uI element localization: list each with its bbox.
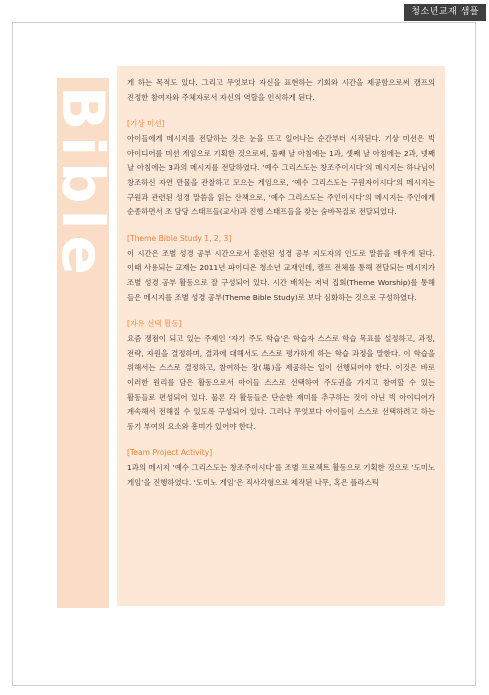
section-body-bible-study: 이 시간은 조별 성경 공부 시간으로서 훈련된 성경 공부 지도자의 인도로 말씀을 배우게 된다. 이때 사용되는 교재는 2011년 파이디온 청소년 교재인데, 캠프 전체를 통해 전달되는 메시지가 조별 성경 공부 활동으로 잘 구성되어 있다. 시간 배치는 저녁 집회(Theme Worship)를 통해 들은 메시지를 조별 성경 공부(Theme Bible Study)로 보다 심화하는 것으로 구성하였다. (127, 248, 435, 302)
section-heading-bible-study: [Theme Bible Study 1, 2, 3] (127, 233, 232, 243)
content-panel (117, 66, 445, 606)
section-body-wakeup-mission: 아이들에게 메시지를 전달하는 것은 눈을 뜨고 일어나는 순간부터 시작된다. 기상 미션은 빅 아이디어를 미션 게임으로 기획한 것으로써, 둘째 날 아침에는 1과, 셋째 날 아침에는 2과, 넷째 날 아침에는 3과의 메시지를 전달하였다. ‘예수 그리스도는 창조주이시다’의 메시지는 하나님이 창조하신 자연 만물을 관찰하고 모으는 게임으로, ‘예수 그리스도는 구원자이시다’의 메시지는 구원과 관련된 성경 말씀을 읽는 산책으로, ‘예수 그리스도는 주인이시다’의 메시지는 주인에게 순종하면서 조 담당 스태프들(교사)과 진행 스태프들을 찾는 숨바꼭질로 전달되었다. (127, 134, 435, 217)
decorative-side-band (49, 78, 117, 608)
intro-paragraph: 게 하는 목적도 있다. 그리고 무엇보다 자신을 표현하는 기회와 시간을 제공함으로써 캠프의 진정한 참여자와 주체자로서 자신의 역할을 인식하게 된다. (127, 78, 435, 102)
section-heading-team-project: [Team Project Activity] (127, 448, 213, 458)
section-heading-free-activity: [자유 선택 활동] (127, 319, 182, 329)
content-text (117, 66, 445, 490)
section-heading-wakeup-mission: [기상 미션] (127, 119, 165, 129)
section-body-free-activity: 요즘 쟁점이 되고 있는 주제인 ‘자기 주도 학습’은 학습자 스스로 학습 목표를 설정하고, 과정, 전략, 자원을 결정하며, 결과에 대해서도 스스로 평가하게 하는 학습 과정을 말한다. 이 학습을 위해서는 스스로 결정하고, 참여하는 장(場)을 제공하는 일이 선행되어야 한다. 이것은 바로 이러한 원리를 담은 활동으로서 아이들 스스로 선택하여 주도권을 가지고 참여할 수 있는 활동들로 편성되어 있다. 물론 각 활동들은 단순한 재미를 추구하는 것이 아닌 빅 아이디어가 계속해서 전해질 수 있도록 구성되어 있다. 그러나 무엇보다 아이들이 스스로 선택하려고 하는 동기 부여의 요소와 흥미가 있어야 한다. (127, 334, 435, 431)
section-body-team-project: 1과의 메시지 ‘예수 그리스도는 창조주이시다’를 조별 프로젝트 활동으로 기획한 것으로 ‘도미노 게임’을 진행하였다. ‘도미노 게임’은 직사각형으로 제작된 나무, 혹은 플라스틱 (127, 463, 435, 487)
side-title: Bible (49, 86, 117, 281)
sample-badge: 청소년교재 샘플 (404, 4, 486, 21)
